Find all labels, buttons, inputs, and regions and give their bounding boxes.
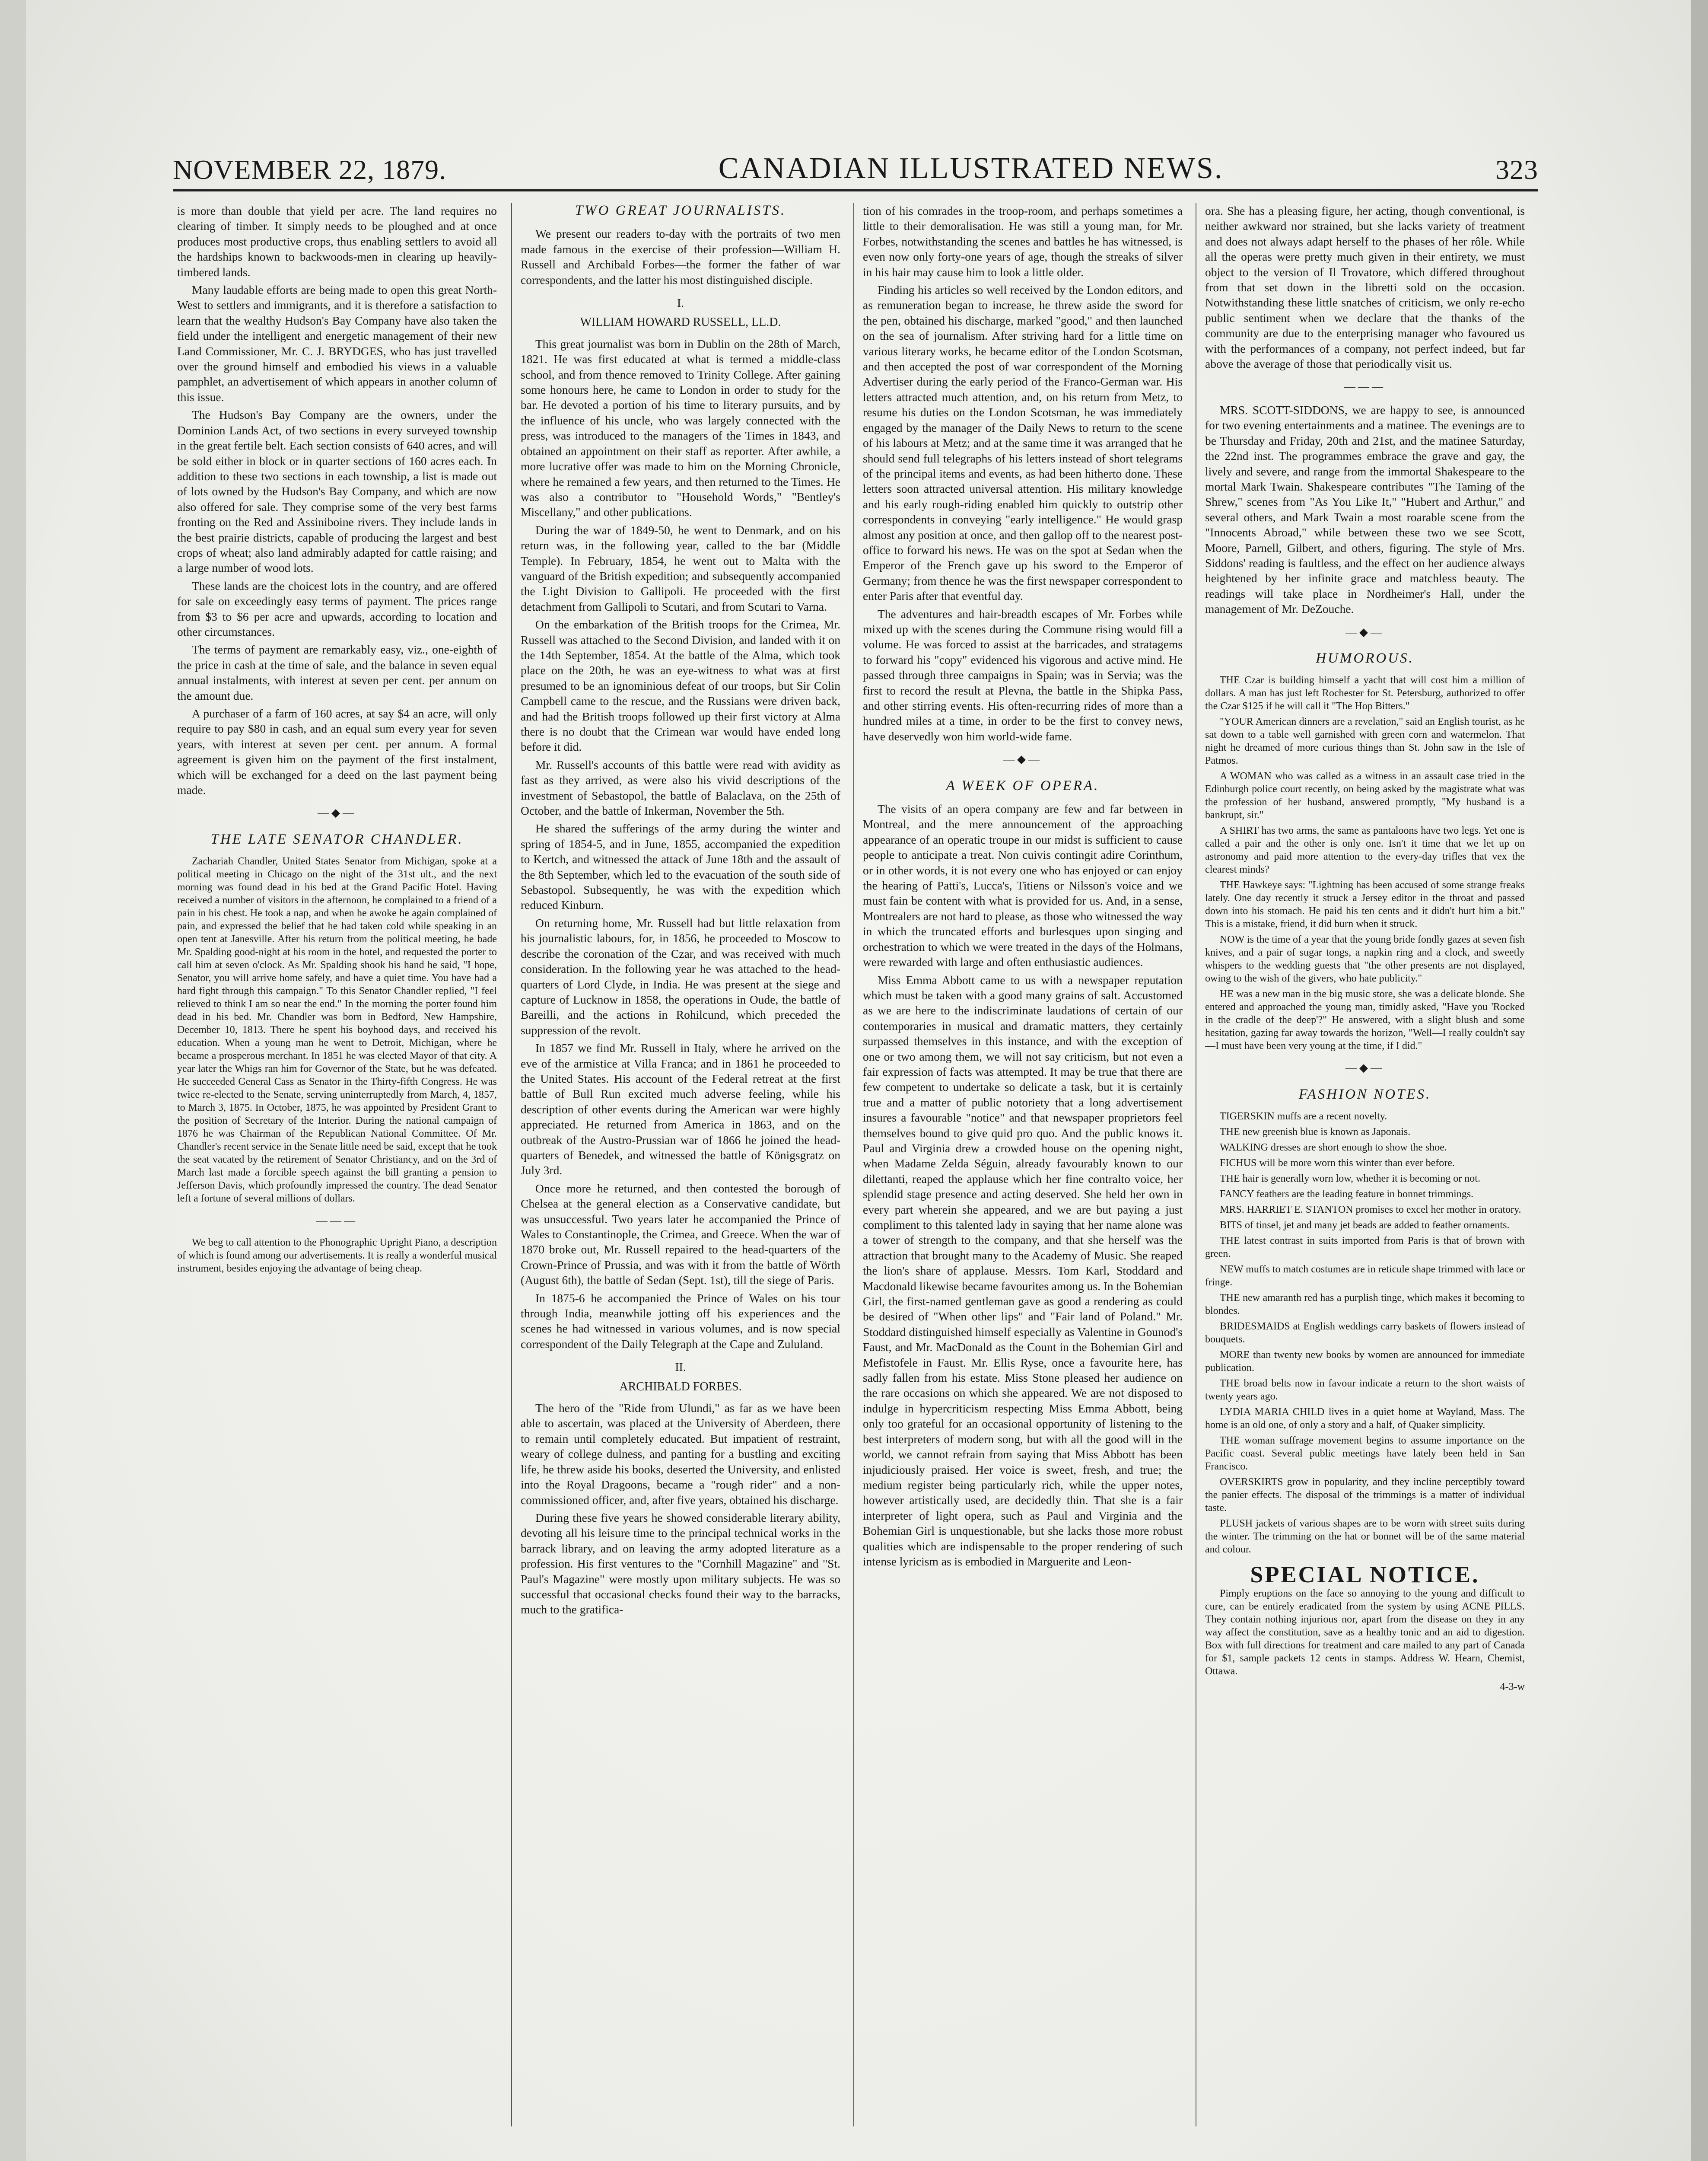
publication-title: CANADIAN ILLUSTRATED NEWS. (718, 152, 1224, 185)
paragraph: The Hudson's Bay Company are the owners, under the Dominion Lands Act, of two sections in every surveyed township in the great fertile belt. Each section consists of 640 acres, and will be sold either in block or in quarter sections of 160 acres each. In addition to these two sections in each township, a list is made out of lots owned by the Hudson's Bay Company, and which are now also offered for sale. They comprise some of the very best farms fronting on the Red and Assiniboine rivers. They include lands in the best prairie districts, capable of producing the largest and best crops of wheat; also land admirably adapted for cattle raising; and a large number of wood lots. (177, 408, 497, 575)
fashion-note: FANCY feathers are the leading feature in bonnet trimmings. (1220, 1189, 1474, 1200)
paragraph: During these five years he showed considerable literary ability, devoting all his leisure time to the principal technical works in the barrack library, and on leaving the army adopted literature as a profession. His first ventures to the "Cornhill Magazine" and "St. Paul's Magazine" were mostly upon military subjects. He was so successful that occasional checks found their way to the barracks, much to the gratifica- (521, 1511, 840, 1616)
paragraph: Miss Emma Abbott came to us with a newspaper reputation which must be taken with a good many grains of salt. Accustomed as we are here to the indiscriminate laudations of certain of our contemporaries in musical and dramatic matters, they certainly surpassed themselves in this instance, and with the exception of one or two among them, we will not say criticism, but not even a fair expression of facts was attempted. It may be true that there are few competent to undertake so delicate a task, but it is certainly true and a matter of public notoriety that a long advertisement insures a favourable "notice" and that newspaper proprietors feel themselves bound to give quid pro quo. And the public knows it. Paul and Virginia drew a crowded house on the opening night, when Madame Zelda Séguin, already favourably known to our dilettanti, reaped the applause which her fine contralto voice, her splendid stage presence and acting deserved. She held her own in every part wherein she appeared, and we are but paying a just compliment to this talented lady in saying that her name alone was a tower of strength to the company, and that she herself was the attraction that brought many to the Academy of Music. She reaped the lion's share of applause. Messrs. Tom Karl, Stoddard and Macdonald likewise became favourites among us. In the Bohemian Girl, the first-named gentleman gave as good a rendering as could be desired of "When other lips" and "Fair land of Poland." Mr. Stoddard distinguished himself especially as Valentine in Gounod's Faust, and Mr. MacDonald as the Count in the Bohemian Girl and Mefistofele in Faust. Mr. Ellis Ryse, once a favourite here, has sadly fallen from his estate. Miss Stone pleased her audience on the rare occasions on which she appeared. We are not disposed to indulge in hypercriticism respecting Miss Emma Abbott, being only too grateful for an occasional opportunity of listening to the best interpreters of modern song, but with all the good will in the world, we cannot refrain from saying that Miss Abbott has been injudiciously praised. Her voice is sweet, fresh, and true; the medium register being particularly rich, while the upper notes, however artistically used, are decidedly thin. That she is a fair interpreter of light opera, such as Paul and Virginia and the Bohemian Girl is unquestionable, but she lacks those more robust qualities which are indispensable to the proper rendering of such intense lyricism as is embodied in Marguerite and Leon- (863, 973, 1183, 1568)
paragraph: "YOUR American dinners are a revelation," said an English tourist, as he sat down to a table well garnished with green corn and watermelon. That night he dreamed of more curious things than St. John saw in the Isle of Patmos. (1205, 716, 1525, 767)
scan-edge-right (1691, 0, 1708, 2161)
fashion-note: FICHUS will be more worn this winter than ever before. (1220, 1157, 1455, 1169)
paragraph: This great journalist was born in Dublin on the 28th of March, 1821. He was first educated at what is termed a middle-class school, and from thence removed to Trinity College. After gaining some honours here, he came to London in order to study for the bar. He devoted a portion of his time to literary pursuits, and by the influence of his uncle, who was largely connected with the press, was introduced to the managers of the Times in 1843, and obtained an appointment on their staff as reporter. After awhile, a more lucrative offer was made to him on the Morning Chronicle, where he remained a few years, and then returned to the Times. He was also a contributor to "Household Words," "Bentley's Miscellany," and other publications. (521, 337, 840, 519)
scan-edge-left (0, 0, 26, 2161)
fashion-note: PLUSH jackets of various shapes are to be worn with street suits during the winter. The trimming on the hat or bonnet will be of the same material and colour. (1205, 1518, 1525, 1555)
column-rule-2 (853, 203, 854, 2126)
column-rule-1 (511, 203, 512, 2126)
subheading-forbes: ARCHIBALD FORBES. (619, 1380, 742, 1393)
subheading-russell: WILLIAM HOWARD RUSSELL, LL.D. (580, 316, 781, 329)
paragraph: A WOMAN who was called as a witness in an assault case tried in the Edinburgh police court recently, on being asked by the magistrate what was the profession of her husband, answered promptly, "My husband is a bankrupt, sir." (1205, 771, 1525, 821)
paragraph: Once more he returned, and then contested the borough of Chelsea at the general election as a Conservative candidate, but was unsuccessful. Two years later he accompanied the Prince of Wales to Constantinople, the Crimea, and Greece. When the war of 1870 broke out, Mr. Russell repaired to the head-quarters of the Crown-Prince of Prussia, and was with it from the battle of Wörth (August 6th), the battle of Sedan (Sept. 1st), till the siege of Paris. (521, 1181, 840, 1287)
paragraph: Mr. Russell's accounts of this battle were read with avidity as fast as they arrived, as were also his vivid descriptions of the investment of Sebastopol, the battle of Balaclava, on the 25th of October, and the battle of Inkerman, November the 5th. (521, 758, 840, 818)
fashion-note: THE hair is generally worn low, whether it is becoming or not. (1220, 1173, 1480, 1185)
fashion-note: MORE than twenty new books by women are announced for immediate publication. (1205, 1349, 1525, 1374)
paragraph: The hero of the "Ride from Ulundi," as far as we have been able to ascertain, was placed at the University of Aberdeen, there to remain until completely educated. But impatient of restraint, weary of college dulness, and panting for a bustling and exciting life, he threw aside his books, deserted the University, and enlisted into the Royal Dragoons, became a "rough rider" and a non-commissioned officer, and, after five years, obtained his discharge. (521, 1401, 840, 1507)
page-number: 323 (1495, 154, 1538, 185)
article-heading-humorous: HUMOROUS. (1316, 650, 1414, 666)
paragraph: He shared the sufferings of the army during the winter and spring of 1854-5, and in June, 1855, accompanied the expedition to Kertch, and witnessed the attack of June 18th and the assault of the 8th September, which led to the evacuation of the south side of Sebastopol. Subsequently, he was with the expedition which reduced Kinburn. (521, 822, 840, 912)
paragraph: The visits of an opera company are few and far between in Montreal, and the mere announcement of the approaching appearance of an operatic troupe in our midst is sufficient to cause people to anticipate a treat. Non cuivis contingit adire Corinthum, or in other words, it is not every one who has enjoyed or can enjoy the hearing of Patti's, Lucca's, Titiens or Nilsson's voice and we must fain be content with what is provided for us. And, in a sense, Montrealers are not hard to please, as those who witnessed the way in which the truncated efforts and burlesques upon singing and orchestration to which we were treated in the days of the Holmans, were rewarded with large and often enthusiastic audiences. (863, 802, 1183, 969)
fashion-note: MRS. HARRIET E. STANTON promises to excel her mother in oratory. (1220, 1204, 1521, 1216)
section-ornament: —◆— (1345, 1061, 1384, 1074)
section-ornament: —◆— (318, 806, 356, 819)
special-notice-text: Pimply eruptions on the face so annoying to the young and difficult to cure, can be entirely eradicated from the system by using ACNE PILLS. They contain nothing injurious nor, apart from the disease on they in any way affect the constitution, save as a healthy tonic and an aid to digestion. Box with full directions for treatment and care mailed to any part of Canada for $1, sample packets 12 cents in stamps. Address W. Hearn, Chemist, Ottawa. (1205, 1587, 1525, 1677)
paragraph: Zachariah Chandler, United States Senator from Michigan, spoke at a political meeting in Chicago on the night of the 31st ult., and the next morning was found dead in his bed at the Grand Pacific Hotel. Having received a number of visitors in the afternoon, he complained to a friend of a pain in his chest. He took a nap, and when he awoke he again complained of pain, and expressed the belief that he had taken cold while speaking in an open tent at Janesville. After his return from the political meeting, he bade Mr. Spalding good-night at his room in the hotel, and requested the porter to call him at seven o'clock. As Mr. Spalding shook his hand he said, "I hope, Senator, you will arrive home safely, and have a quiet time. You have had a hard fight through this campaign." To this Senator Chandler replied, "I feel relieved to think I am so near the end." In the morning the porter found him dead in his bed. Mr. Chandler was born in Bedford, New Hampshire, December 10, 1813. There he spent his boyhood days, and received his education. When a young man he went to Detroit, Michigan, where he became a prosperous merchant. In 1851 he was elected Mayor of that city. A year later the Whigs ran him for Governor of the State, but he was defeated. He succeeded General Cass as Senator in the Thirty-fifth Congress. He was twice re-elected to the Senate, serving uninterruptedly from March, 4, 1857, to March 3, 1875. In October, 1875, he was appointed by President Grant to the position of Secretary of the Interior. During the national campaign of 1876 he was Chairman of the Republican National Committee. Of Mr. Chandler's recent service in the Senate little need be said, except that he took the seat vacated by the retirement of Senator Christiancy, and on the 3rd of March last made a forcible speech against the bill granting a pension to Jefferson Davis, which profoundly impressed the country. The dead Senator left a fortune of several millions of dollars. (177, 856, 497, 1205)
fashion-note: WALKING dresses are short enough to show the shoe. (1220, 1142, 1447, 1154)
column-4 (1205, 203, 1525, 2157)
paragraph: The terms of payment are remarkably easy, viz., one-eighth of the price in cash at the time of sale, and the balance in seven equal annual instalments, with interest at seven per cent. per annum on the amount due. (177, 643, 497, 702)
paragraph: These lands are the choicest lots in the country, and are offered for sale on exceedingly easy terms of payment. The prices range from $3 to $6 per acre and upwards, according to location and other circumstances. (177, 579, 497, 638)
header-rule (173, 189, 1538, 191)
fashion-note: BITS of tinsel, jet and many jet beads are added to feather ornaments. (1220, 1220, 1510, 1231)
paragraph: THE Czar is building himself a yacht that will cost him a million of dollars. A man has just left Rochester for St. Petersburg, authorized to offer the Czar $125 if he will call it "The Hop Bitters." (1205, 675, 1525, 712)
paragraph: ora. She has a pleasing figure, her acting, though conventional, is neither awkward nor strained, but she lacks variety of treatment and does not always adapt herself to the phases of her rôle. While all the operas were pretty much given in their entirety, we must object to the version of Il Trovatore, which differed throughout from that set down in the libretti sold on the occasion. Notwithstanding these little snatches of criticism, we only re-echo public sentiment when we declare that the thanks of the community are due to the enterprising manager who favoured us with the performances of a company, not perfect indeed, but far above the average of those that periodically visit us. (1205, 204, 1525, 371)
paragraph: NOW is the time of a year that the young bride fondly gazes at seven fish knives, and a pair of sugar tongs, a napkin ring and a clock, and sweetly whispers to the wedding guests that "the other presents are not displayed, owing to the wish of the givers, who hate publicity." (1205, 934, 1525, 985)
paragraph: MRS. SCOTT-SIDDONS, we are happy to see, is announced for two evening entertainments and a matinee. The evenings are to be Thursday and Friday, 20th and 21st, and the matinee Saturday, the 22nd inst. The programmes embrace the grave and gay, the lively and severe, and range from the immortal Shakespeare to the mortal Mark Twain. Shakespeare contributes "The Taming of the Shrew," scenes from "As You Like It," "Hubert and Arthur," and several others, and Mark Twain a most roarable scene from the "Innocents Abroad," while between these two we see Scott, Moore, Parnell, Gilbert, and others, figuring. The style of Mrs. Siddons' reading is faultless, and the effect on her audience always heightened by her infinite grace and matchless beauty. The readings will take place in Nordheimer's Hall, under the management of Mr. DeZouche. (1205, 403, 1525, 616)
article-heading-opera: A WEEK OF OPERA. (946, 778, 1100, 794)
ad-code: 4-3-w (1500, 1681, 1525, 1692)
paragraph: tion of his comrades in the troop-room, and perhaps sometimes a little to their demoralisation. He was still a young man, for Mr. Forbes, notwithstanding the scenes and battles he has witnessed, is even now only forty-one years of age, though the streaks of silver in his hair may cause him to look a little older. (863, 204, 1183, 279)
article-heading-journalists: TWO GREAT JOURNALISTS. (575, 203, 786, 218)
column-3 (863, 203, 1183, 2157)
paragraph: We beg to call attention to the Phonographic Upright Piano, a description of which is found among our advertisements. It is really a wonderful musical instrument, besides enjoying the advantage of being cheap. (177, 1237, 497, 1274)
fashion-note: BRIDESMAIDS at English weddings carry baskets of flowers instead of bouquets. (1205, 1321, 1525, 1345)
paragraph: In 1875-6 he accompanied the Prince of Wales on his tour through India, meanwhile jotting off his experiences and the scenes he had witnessed in various volumes, and is now special correspondent of the Daily Telegraph at the Cape and Zululand. (521, 1291, 840, 1351)
paragraph: We present our readers to-day with the portraits of two men made famous in the exercise of their profession—William H. Russell and Archibald Forbes—the former the father of war correspondents, and the latter his most distinguished disciple. (521, 227, 840, 287)
paragraph: A SHIRT has two arms, the same as pantaloons have two legs. Yet one is called a pair and the other is only one. Isn't it time that we let up on astronomy and paid more attention to the every-day trifles that vex the clearest minds? (1205, 825, 1525, 876)
section-ornament: —◆— (1003, 753, 1042, 766)
column-1 (177, 203, 497, 2157)
fashion-note: THE new amaranth red has a purplish tinge, which makes it becoming to blondes. (1205, 1292, 1525, 1317)
fashion-note: NEW muffs to match costumes are in reticule shape trimmed with lace or fringe. (1205, 1264, 1525, 1288)
fashion-note: TIGERSKIN muffs are a recent novelty. (1220, 1111, 1387, 1122)
paragraph: In 1857 we find Mr. Russell in Italy, where he arrived on the eve of the armistice at Villa Franca; and in 1861 he proceeded to the United States. His account of the Federal retreat at the first battle of Bull Run excited much adverse feeling, while his description of other events during the American war were highly appreciated. He returned from America in 1863, and on the outbreak of the Austro-Prussian war of 1866 he joined the head-quarters of Benedek, and witnessed the battle of Königsgratz on July 3rd. (521, 1041, 840, 1177)
fashion-note: THE latest contrast in suits imported from Paris is that of brown with green. (1205, 1235, 1525, 1260)
paragraph: On returning home, Mr. Russell had but little relaxation from his journalistic labours, for, in 1856, he proceeded to Moscow to describe the coronation of the Czar, and was received with much consideration. In the following year he was attached to the head-quarters of Lord Clyde, in India. He was present at the siege and capture of Lucknow in 1858, the operations in Oude, the battle of Bareilli, and the actions in Rohilcund, which preceded the suppression of the revolt. (521, 916, 840, 1037)
section-ornament: ——— (316, 1214, 358, 1227)
paragraph: During the war of 1849-50, he went to Denmark, and on his return was, in the following year, called to the bar (Middle Temple). In February, 1854, he went out to Malta with the vanguard of the British expedition; and subsequently accompanied the Light Division to Gallipoli. He proceeded with the first detachment from Gallipoli to Scutari, and from Scutari to Varna. (521, 523, 840, 613)
section-ornament: ——— (1344, 380, 1386, 393)
section-number: II. (675, 1360, 686, 1374)
section-number: I. (677, 296, 684, 310)
fashion-note: THE new greenish blue is known as Japonais. (1220, 1126, 1411, 1138)
fashion-note: OVERSKIRTS grow in popularity, and they incline perceptibly toward the panier effects. The disposal of the trimmings is a matter of individual taste. (1205, 1476, 1525, 1514)
paragraph: On the embarkation of the British troops for the Crimea, Mr. Russell was attached to the Second Division, and landed with it on the 14th September, 1854. At the battle of the Alma, which took place on the 20th, he was an eye-witness to what was at first presumed to be an ignominious defeat of our troops, but Sir Colin Campbell came to the rescue, and the Russians were driven back, and had the British troops followed up their first victory at Alma there is no doubt that the Crimean war would have ended long before it did. (521, 618, 840, 754)
masthead (173, 145, 1538, 186)
paragraph: Finding his articles so well received by the London editors, and as remuneration began to increase, he threw aside the sword for the pen, obtained his discharge, marked "good," and then launched on the sea of journalism. After striving hard for a little time on various literary works, he became editor of the London Scotsman, and then accepted the post of war correspondent of the Morning Advertiser during the early period of the Franco-German war. His letters attracted much attention, and, on his return from Metz, to resume his duties on the London Scotsman, he was immediately engaged by the manager of the Daily News to return to the scene of his labours at Metz; and at the same time it was arranged that he should send full telegraphs of his letters instead of short telegrams of the principal items and events, as had been hitherto done. These letters soon attracted universal attention. His military knowledge and his early rough-riding enabled him quickly to outstrip other correspondents in conveying "early intelligence." He would grasp almost any position at once, and then gallop off to the nearest post-office to forward his news. He was on the spot at Sedan when the Emperor of the French gave up his sword to the Emperor of Germany; from thence he was the first newspaper correspondent to enter Paris after that eventful day. (863, 283, 1183, 603)
paragraph: is more than double that yield per acre. The land requires no clearing of timber. It simply needs to be ploughed and at once produces most productive crops, thus enabling settlers to avoid all the hardships known to backwoods-men in clearing up heavily-timbered lands. (177, 204, 497, 279)
fashion-note: THE broad belts now in favour indicate a return to the short waists of twenty years ago. (1205, 1378, 1525, 1402)
paragraph: THE Hawkeye says: "Lightning has been accused of some strange freaks lately. One day recently it struck a Jersey editor in the throat and passed down into his stomach. He paid his ten cents and it didn't hurt him a bit." This is a mistake, friend, it did burn when it struck. (1205, 880, 1525, 930)
issue-date: NOVEMBER 22, 1879. (173, 154, 447, 185)
paragraph: HE was a new man in the big music store, she was a delicate blonde. She entered and approached the young man, timidly asked, "Have you 'Rocked in the cradle of the deep'?" He answered, with a slight blush and some hesitation, gazing far away towards the horizon, "Well—I really couldn't say—I must have been very young at the time, if I did." (1205, 988, 1525, 1052)
fashion-note: THE woman suffrage movement begins to assume importance on the Pacific coast. Several public meetings have lately been held in San Francisco. (1205, 1435, 1525, 1473)
paragraph: The adventures and hair-breadth escapes of Mr. Forbes while mixed up with the scenes during the Commune rising would fill a volume. He was forced to assist at the barricades, and stratagems to forward his "copy" evidenced his vigorous and active mind. He passed through three campaigns in Spain; was in Servia; was the first to record the result at Plevna, the battle in the Shipka Pass, and other stirring events. His often-recurring rides of more than a hundred miles at a time, in order to be the first to convey news, have deservedly won him world-wide fame. (863, 607, 1183, 743)
article-heading-fashion: FASHION NOTES. (1298, 1086, 1431, 1102)
paragraph: A purchaser of a farm of 160 acres, at say $4 an acre, will only require to pay $80 in cash, and an equal sum every year for seven years, with interest at seven per cent. per annum. A formal agreement is given him on the payment of the first instalment, which will be exchanged for a deed on the last payment being made. (177, 707, 497, 797)
paragraph: Many laudable efforts are being made to open this great North-West to settlers and immigrants, and it is therefore a satisfaction to learn that the wealthy Hudson's Bay Company have also taken the field under the intelligent and energetic management of their new Land Commissioner, Mr. C. J. BRYDGES, who has just travelled over the ground himself and embodied his views in a valuable pamphlet, an advertisement of which appears in another column of this issue. (177, 283, 497, 404)
fashion-note: LYDIA MARIA CHILD lives in a quiet home at Wayland, Mass. The home is an old one, of only a story and a half, of Quaker simplicity. (1205, 1406, 1525, 1431)
special-notice-heading: SPECIAL NOTICE. (1250, 1562, 1480, 1588)
column-2 (521, 203, 840, 2157)
section-ornament: —◆— (1345, 625, 1384, 638)
article-heading-chandler: THE LATE SENATOR CHANDLER. (210, 831, 464, 847)
